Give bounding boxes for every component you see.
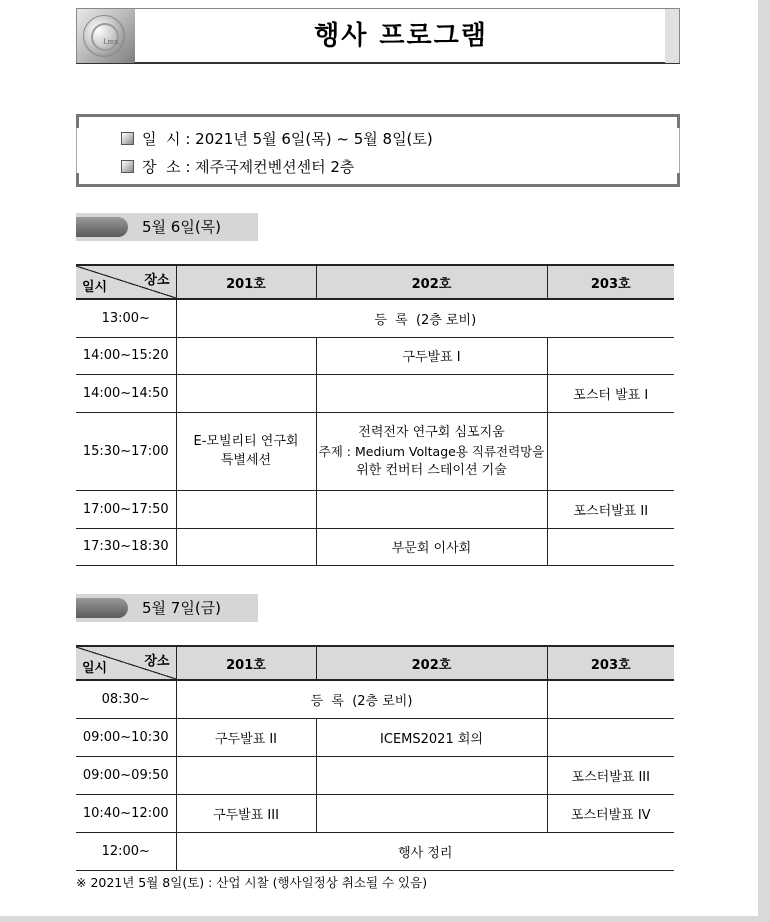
table-row xyxy=(76,412,674,490)
event-cell: 포스터발표 IV xyxy=(547,794,674,832)
event-cell: 구두발표 III xyxy=(176,794,316,832)
event-cell xyxy=(316,490,547,528)
time-cell: 17:00~17:50 xyxy=(76,490,176,528)
day-header-2 xyxy=(76,594,258,622)
table-row xyxy=(76,337,674,374)
title-banner xyxy=(76,8,680,64)
event-cell xyxy=(176,756,316,794)
info-venue-row xyxy=(121,155,354,179)
day-label: 5월 7일(금) xyxy=(142,599,222,617)
info-date-row xyxy=(121,127,433,151)
event-cell xyxy=(316,794,547,832)
table-row xyxy=(76,374,674,412)
time-cell: 09:00~09:50 xyxy=(76,756,176,794)
corner-header xyxy=(76,265,176,299)
event-cell xyxy=(176,528,316,565)
corner-time: 일시 xyxy=(82,661,108,676)
time-cell: 13:00~ xyxy=(76,299,176,337)
time-cell: 14:00~15:20 xyxy=(76,337,176,374)
table-row xyxy=(76,832,674,870)
event-cell: 구두발표 I xyxy=(316,337,547,374)
table-row xyxy=(76,794,674,832)
page-edge-bottom xyxy=(0,916,770,922)
event-cell: 포스터 발표 I xyxy=(547,374,674,412)
date-value: 2021년 5월 6일(목) ~ 5월 8일(토) xyxy=(195,130,433,148)
title-strip xyxy=(665,9,679,63)
event-cell: 등 록 (2층 로비) xyxy=(176,680,547,718)
day-pill-icon xyxy=(76,217,128,237)
logo xyxy=(77,9,135,63)
event-cell: 부문회 이사회 xyxy=(316,528,547,565)
event-cell xyxy=(316,374,547,412)
day-header-1 xyxy=(76,213,258,241)
bullet-square-icon xyxy=(121,132,134,145)
corner-place: 장소 xyxy=(144,273,170,288)
logo-text: Lmx xyxy=(103,38,119,46)
venue-separator: : xyxy=(185,158,191,176)
room-header: 203호 xyxy=(547,265,674,299)
table-row xyxy=(76,299,674,337)
time-cell: 12:00~ xyxy=(76,832,176,870)
table-row xyxy=(76,718,674,756)
date-separator: : xyxy=(185,130,191,148)
table-row xyxy=(76,756,674,794)
room-header: 202호 xyxy=(316,265,547,299)
event-cell: 행사 정리 xyxy=(176,832,674,870)
schedule-table-day1 xyxy=(76,264,674,566)
event-cell: 등 록 (2층 로비) xyxy=(176,299,674,337)
event-cell xyxy=(176,412,316,490)
corner-place: 장소 xyxy=(144,654,170,669)
time-cell: 17:30~18:30 xyxy=(76,528,176,565)
time-cell: 14:00~14:50 xyxy=(76,374,176,412)
corner-header xyxy=(76,646,176,680)
page-edge-right xyxy=(758,0,770,922)
venue-label: 장 소 xyxy=(142,158,181,176)
event-cell xyxy=(547,528,674,565)
bullet-square-icon xyxy=(121,160,134,173)
event-cell xyxy=(176,337,316,374)
time-cell: 09:00~10:30 xyxy=(76,718,176,756)
table-row xyxy=(76,528,674,565)
room-header: 201호 xyxy=(176,265,316,299)
event-cell xyxy=(176,374,316,412)
day-pill-icon xyxy=(76,598,128,618)
info-box xyxy=(76,114,680,187)
time-cell: 15:30~17:00 xyxy=(76,412,176,490)
room-header: 202호 xyxy=(316,646,547,680)
event-line: 주제 : Medium Voltage용 직류전력망을 xyxy=(318,443,545,459)
event-cell xyxy=(547,337,674,374)
page-title: 행사 프로그램 xyxy=(314,21,488,51)
schedule-table-day2 xyxy=(76,645,674,871)
table-row xyxy=(76,490,674,528)
event-cell: 구두발표 II xyxy=(176,718,316,756)
time-cell: 08:30~ xyxy=(76,680,176,718)
venue-value: 제주국제컨벤션센터 2층 xyxy=(195,158,355,176)
event-cell xyxy=(316,756,547,794)
date-label: 일 시 xyxy=(142,130,181,148)
ring-icon xyxy=(91,23,119,51)
event-line: 위한 컨버터 스테이션 기술 xyxy=(356,462,507,478)
footnote: ※ 2021년 5월 8일(토) : 산업 시찰 (행사일정상 취소될 수 있음) xyxy=(76,875,428,890)
event-cell: 포스터발표 II xyxy=(547,490,674,528)
event-line: E-모빌리티 연구회 xyxy=(193,434,299,449)
event-cell xyxy=(176,490,316,528)
event-cell xyxy=(547,680,674,718)
event-cell xyxy=(547,412,674,490)
room-header: 201호 xyxy=(176,646,316,680)
event-cell: ICEMS2021 회의 xyxy=(316,718,547,756)
day-label: 5월 6일(목) xyxy=(142,218,222,236)
event-cell xyxy=(316,412,547,490)
corner-time: 일시 xyxy=(82,280,108,295)
event-cell: 포스터발표 III xyxy=(547,756,674,794)
event-line: 전력전자 연구회 심포지움 xyxy=(358,424,505,440)
table-row xyxy=(76,680,674,718)
event-line: 특별세션 xyxy=(220,453,272,468)
time-cell: 10:40~12:00 xyxy=(76,794,176,832)
room-header: 203호 xyxy=(547,646,674,680)
event-cell xyxy=(547,718,674,756)
